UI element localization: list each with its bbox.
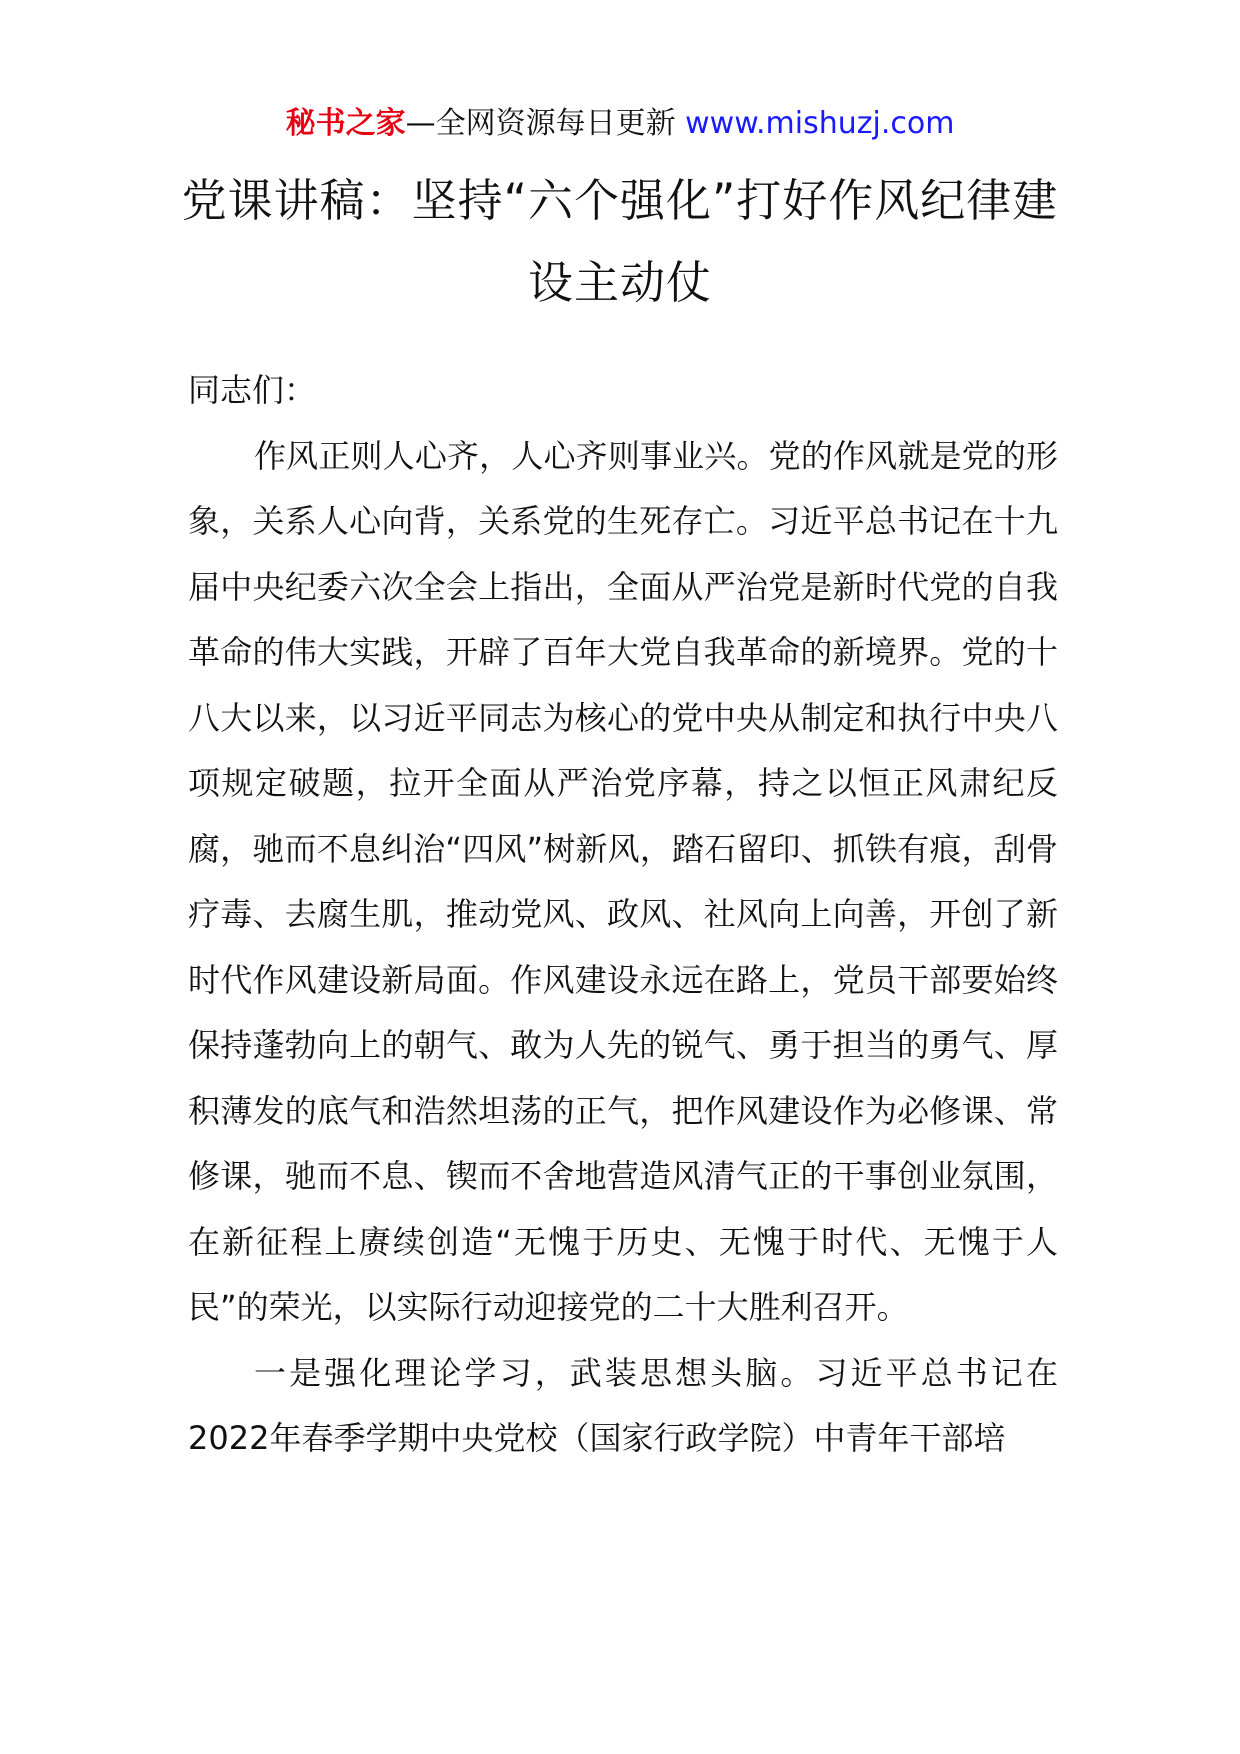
paragraph-2: 一是强化理论学习，武装思想头脑。习近平总书记在2022年春季学期中央党校（国家行政学院）中青年干部培: [188, 1353, 1058, 1457]
site-url-link[interactable]: www.mishuzj.com: [685, 106, 955, 141]
site-header: [0, 102, 1240, 146]
site-brand: 秘书之家: [285, 106, 406, 141]
document-body: [188, 358, 1058, 1472]
document-title: 党课讲稿：坚持“六个强化”打好作风纪律建设主动仗: [181, 174, 1059, 309]
site-tagline: —全网资源每日更新: [405, 106, 686, 141]
salutation: 同志们：: [188, 371, 317, 409]
paragraph-1: 作风正则人心齐，人心齐则事业兴。党的作风就是党的形象，关系人心向背，关系党的生死存亡。习近平总书记在十九届中央纪委六次全会上指出，全面从严治党是新时代党的自我革命的伟大实践，开辟了百年大党自我革命的新境界。党的十八大以来，以习近平同志为核心的党中央从制定和执行中央八项规定破题，拉开全面从严治党序幕，持之以恒正风肃纪反腐，驰而不息纠治“四风”树新风，踏石留印、抓铁有痕，刮骨疗毒、去腐生肌，推动党风、政风、社风向上向善，开创了新时代作风建设新局面。作风建设永远在路上，党员干部要始终保持蓬勃向上的朝气、敢为人先的锐气、勇于担当的勇气、厚积薄发的底气和浩然坦荡的正气，把作风建设作为必修课、常修课，驰而不息、锲而不舍地营造风清气正的干事创业氛围，在新征程上赓续创造“无愧于历史、无愧于时代、无愧于人民”的荣光，以实际行动迎接党的二十大胜利召开。: [188, 436, 1058, 1326]
